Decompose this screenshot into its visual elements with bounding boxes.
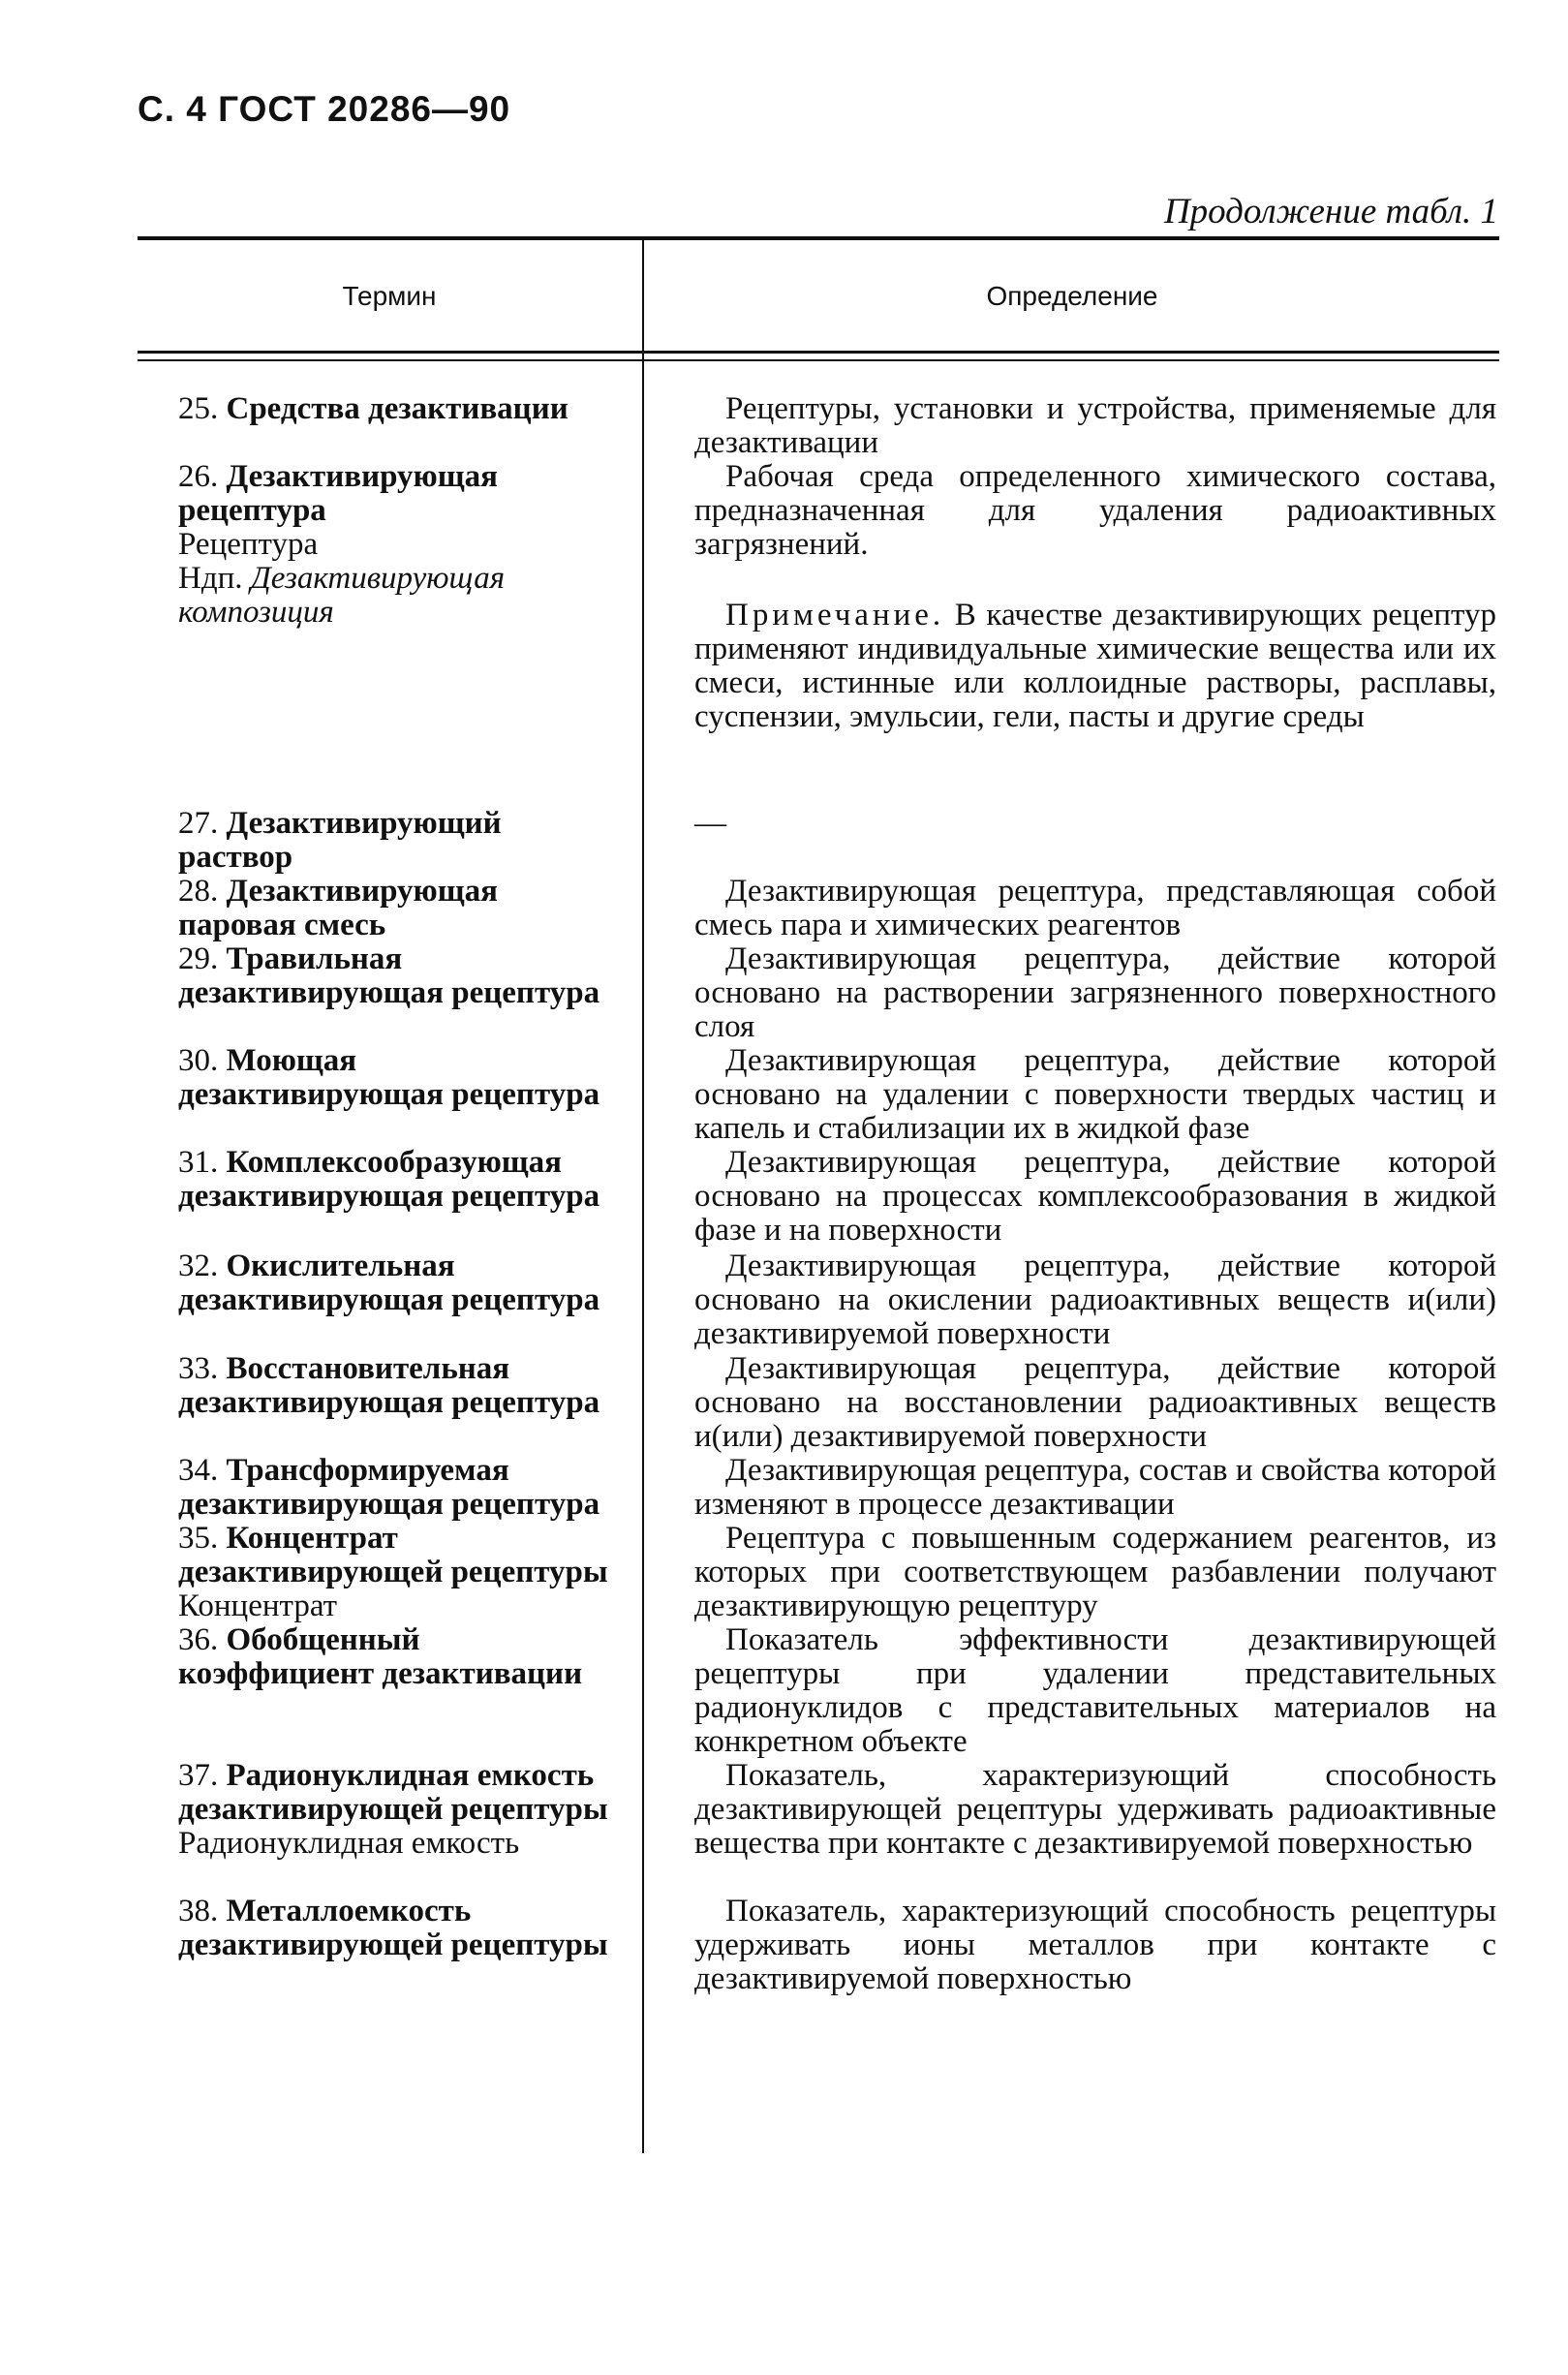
- term-synonym: Концентрат: [178, 1588, 338, 1623]
- page-header: С. 4 ГОСТ 20286—90: [138, 89, 511, 129]
- definition-cell: Дезактивирующая рецептура, действие которой основано на удалении с поверхности твердых частиц и капель и стабилизации их в жидкой фазе: [694, 1043, 1496, 1146]
- term-cell: 35. Концентрат дезактивирующей рецептуры Концентрат: [138, 1522, 612, 1623]
- definition-cell: Дезактивирующая рецептура, действие которой основано на процессах комплексообразования в жидкой фазе и на поверхности: [694, 1145, 1496, 1248]
- term-name: Моющая дезактивирующая рецептура: [178, 1043, 600, 1112]
- term-cell: 26. Дезактивирующая рецептура Рецептура Ндп. Дезактивирующая композиция: [138, 460, 612, 630]
- definition-cell: [694, 460, 1496, 734]
- term-cell: 27. Дезактивирующий раствор: [178, 806, 502, 875]
- definition-cell: Дезактивирующая рецептура, представляющая собой смесь пара и химических реагентов: [694, 874, 1496, 942]
- definition-cell: Показатель эффективности дезактивирующей рецептуры при удалении представительных радионуклидов с представительных материалов на конкретном объекте: [694, 1622, 1496, 1759]
- term-cell: 38. Металлоемкость дезактивирующей рецептуры: [178, 1894, 608, 1962]
- term-synonym: Радионуклидная емкость: [178, 1826, 520, 1861]
- term-cell: 33. Восстановительная дезактивирующая рецептура: [178, 1351, 600, 1420]
- column-header-term: Термин: [342, 281, 437, 311]
- note: [694, 599, 1496, 734]
- definition-cell: [694, 807, 1496, 841]
- term-cell: 29. Травильная дезактивирующая рецептура: [178, 941, 600, 1010]
- definition-text: Рабочая среда определенного химического состава, предназначенная для удаления радиоактивных загрязнений.: [694, 459, 1496, 562]
- term-cell: 36. Обобщенный коэффициент дезактивации: [178, 1622, 583, 1691]
- definition-cell: Дезактивирующая рецептура, действие которой основано на восстановлении радиоактивных веществ и(или) дезактивируемой поверхности: [694, 1351, 1496, 1454]
- term-name: Дезактивирующая рецептура: [178, 459, 498, 528]
- term-name: Радионуклидная емкость дезактивирующей рецептуры: [178, 1758, 608, 1827]
- ndp-label: Ндп.: [178, 561, 243, 596]
- definition-cell: Дезактивирующая рецептура, действие которой основано на окислении радиоактивных веществ и(или) дезактивируемой поверхности: [694, 1249, 1496, 1351]
- note-label: Примечание.: [725, 598, 945, 632]
- definition-cell: Показатель, характеризующий способность рецептуры удерживать ионы металлов при контакте с дезактивируемой поверхностью: [694, 1894, 1496, 1996]
- column-header-definition: Определение: [986, 281, 1158, 311]
- term-name: Травильная дезактивирующая рецептура: [178, 941, 600, 1010]
- definition-cell: Рецептура с повышенным содержанием реагентов, из которых при соответствующем разбавлении получают дезактивирующую рецептуру: [694, 1521, 1496, 1623]
- term-cell: 32. Окислительная дезактивирующая рецептура: [178, 1249, 600, 1317]
- term-name: Восстановительная дезактивирующая рецептура: [178, 1351, 600, 1420]
- term-name: Дезактивирующий раствор: [178, 806, 502, 875]
- term-name: Окислительная дезактивирующая рецептура: [178, 1249, 600, 1317]
- term-name: Металлоемкость дезактивирующей рецептуры: [178, 1894, 608, 1962]
- term-name: Средства дезактивации: [226, 391, 569, 426]
- header-rule: [138, 351, 1499, 354]
- table-top-rule: [138, 236, 1499, 240]
- header-rule-double: [138, 359, 1499, 361]
- column-divider: [642, 240, 644, 2153]
- definition-cell: Дезактивирующая рецептура, действие которой основано на растворении загрязненного поверхностного слоя: [694, 941, 1496, 1044]
- term-synonym: Рецептура: [178, 527, 319, 562]
- term-name: Комплексообразующая дезактивирующая рецептура: [178, 1145, 600, 1214]
- term-cell: 34. Трансформируемая дезактивирующая рецептура: [178, 1453, 600, 1522]
- definition-cell: Показатель, характеризующий способность дезактивирующей рецептуры удерживать радиоактивные вещества при контакте с дезактивируемой поверхностью: [694, 1758, 1496, 1861]
- ndp-term: Дезактивирующая композиция: [178, 561, 506, 630]
- term-name: Концентрат дезактивирующей рецептуры: [178, 1521, 608, 1589]
- table-continuation-label: Продолжение табл. 1: [1163, 192, 1498, 231]
- term-cell: 31. Комплексообразующая дезактивирующая рецептура: [178, 1145, 600, 1214]
- term-name: Дезактивирующая паровая смесь: [178, 874, 498, 942]
- note-text: В качестве дезактивирующих рецептур применяют индивидуальные химические вещества или их смеси, истинные или коллоидные растворы, расплавы, суспензии, эмульсии, гели, пасты и другие среды: [694, 598, 1497, 734]
- term-cell: 28. Дезактивирующая паровая смесь: [178, 874, 498, 942]
- definition-cell: Рецептуры, установки и устройства, применяемые для дезактивации: [694, 391, 1496, 460]
- term-cell: 30. Моющая дезактивирующая рецептура: [178, 1043, 600, 1112]
- term-name: Обобщенный коэффициент дезактивации: [178, 1622, 583, 1691]
- definition-dash: —: [694, 806, 726, 841]
- definition-cell: Дезактивирующая рецептура, состав и свойства которой изменяют в процессе дезактивации: [694, 1453, 1496, 1522]
- term-cell: 25. Средства дезактивации: [178, 391, 569, 426]
- term-cell: 37. Радионуклидная емкость дезактивирующей рецептуры Радионуклидная емкость: [138, 1759, 612, 1861]
- term-name: Трансформируемая дезактивирующая рецептура: [178, 1453, 600, 1522]
